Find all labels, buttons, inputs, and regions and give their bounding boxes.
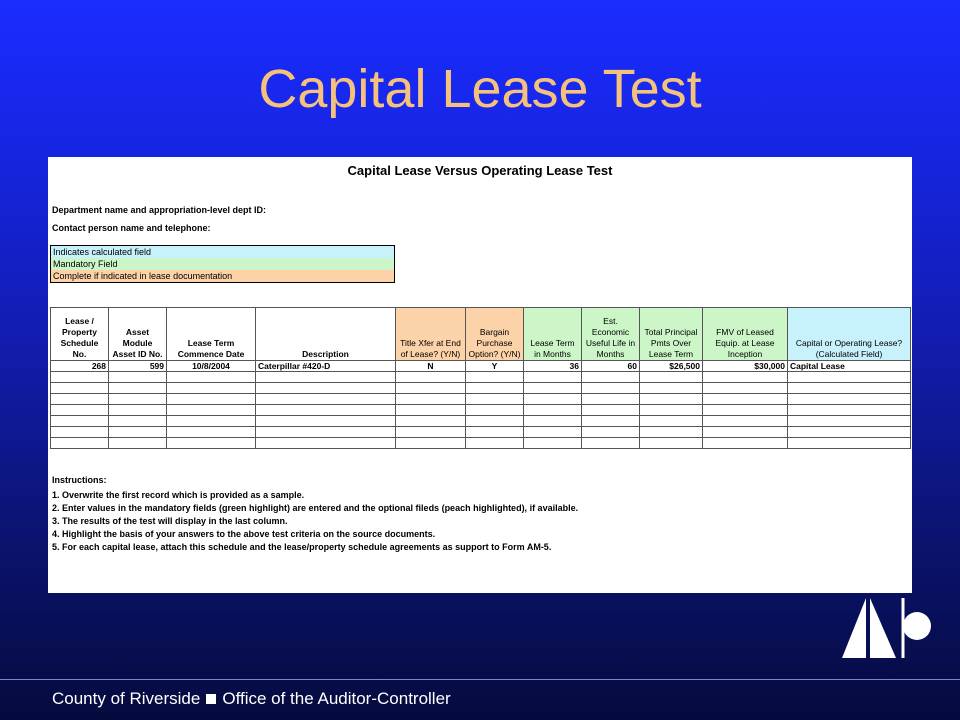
table-cell bbox=[640, 372, 703, 383]
table-cell bbox=[256, 405, 396, 416]
slide-title: Capital Lease Test bbox=[258, 59, 702, 119]
table-cell bbox=[396, 383, 466, 394]
table-cell: 268 bbox=[51, 361, 109, 372]
table-row bbox=[51, 416, 911, 427]
col-header: Capital or Operating Lease? (Calculated Field) bbox=[788, 308, 911, 361]
col-header: Description bbox=[256, 308, 396, 361]
table-cell bbox=[582, 438, 640, 449]
table-cell bbox=[524, 416, 582, 427]
table-cell bbox=[524, 372, 582, 383]
spreadsheet-image bbox=[48, 157, 912, 593]
table-cell bbox=[703, 416, 788, 427]
table-cell bbox=[788, 405, 911, 416]
table-cell: Capital Lease bbox=[788, 361, 911, 372]
table-cell bbox=[109, 427, 167, 438]
table-cell bbox=[582, 383, 640, 394]
instruction-step: 4. Highlight the basis of your answers to the above test criteria on the source documents. bbox=[52, 529, 436, 539]
table-cell bbox=[256, 438, 396, 449]
table-cell bbox=[167, 372, 256, 383]
table-cell: $26,500 bbox=[640, 361, 703, 372]
table-row bbox=[51, 383, 911, 394]
table-cell bbox=[524, 427, 582, 438]
table-cell bbox=[51, 438, 109, 449]
table-cell bbox=[640, 383, 703, 394]
table-cell bbox=[466, 372, 524, 383]
table-cell bbox=[703, 383, 788, 394]
table-cell bbox=[396, 416, 466, 427]
table-cell bbox=[51, 416, 109, 427]
instruction-step: 2. Enter values in the mandatory fields (green highlight) are entered and the optional fileds (peach highlighted), if available. bbox=[52, 503, 579, 513]
table-row bbox=[51, 394, 911, 405]
instruction-step: 3. The results of the test will display in the last column. bbox=[52, 516, 288, 526]
legend bbox=[50, 245, 395, 283]
col-header: FMV of Leased Equip. at Lease Inception bbox=[703, 308, 788, 361]
legend-mandatory: Mandatory Field bbox=[51, 258, 394, 270]
table-cell bbox=[109, 405, 167, 416]
col-header: Bargain Purchase Option? (Y/N) bbox=[466, 308, 524, 361]
table-cell bbox=[524, 405, 582, 416]
table-cell bbox=[788, 383, 911, 394]
table-cell bbox=[524, 383, 582, 394]
col-header: Lease Term in Months bbox=[524, 308, 582, 361]
sheet-title: Capital Lease Versus Operating Lease Test bbox=[347, 163, 613, 178]
table-cell bbox=[788, 372, 911, 383]
table-cell bbox=[703, 372, 788, 383]
table-row bbox=[51, 427, 911, 438]
footer-divider bbox=[0, 679, 960, 680]
table-cell: 36 bbox=[524, 361, 582, 372]
table-cell bbox=[582, 394, 640, 405]
table-cell bbox=[788, 438, 911, 449]
table-cell bbox=[703, 427, 788, 438]
table-cell bbox=[109, 438, 167, 449]
table-cell: Y bbox=[466, 361, 524, 372]
table-cell: N bbox=[396, 361, 466, 372]
table-cell bbox=[788, 416, 911, 427]
contact-label: Contact person name and telephone: bbox=[52, 223, 211, 233]
table-cell bbox=[396, 372, 466, 383]
table-cell: 599 bbox=[109, 361, 167, 372]
table-cell bbox=[703, 438, 788, 449]
table-cell: 60 bbox=[582, 361, 640, 372]
table-cell bbox=[640, 405, 703, 416]
footer bbox=[52, 689, 451, 709]
table-cell bbox=[167, 394, 256, 405]
table-cell bbox=[396, 438, 466, 449]
table-cell bbox=[788, 394, 911, 405]
table-cell bbox=[466, 438, 524, 449]
table-cell bbox=[256, 383, 396, 394]
col-header: Total Principal Pmts Over Lease Term bbox=[640, 308, 703, 361]
table-cell bbox=[640, 416, 703, 427]
table-cell bbox=[582, 405, 640, 416]
table-cell bbox=[466, 383, 524, 394]
lease-table bbox=[50, 307, 911, 449]
table-cell bbox=[256, 372, 396, 383]
table-cell bbox=[466, 394, 524, 405]
table-row bbox=[51, 438, 911, 449]
table-cell bbox=[51, 372, 109, 383]
instructions-heading: Instructions: bbox=[52, 475, 107, 485]
table-cell bbox=[466, 427, 524, 438]
table-cell: Caterpillar #420-D bbox=[256, 361, 396, 372]
table-cell bbox=[109, 394, 167, 405]
table-cell bbox=[167, 383, 256, 394]
table-cell bbox=[703, 394, 788, 405]
auditor-controller-logo bbox=[840, 596, 932, 660]
table-cell bbox=[167, 427, 256, 438]
table-cell bbox=[640, 427, 703, 438]
table-cell bbox=[524, 394, 582, 405]
instruction-step: 5. For each capital lease, attach this schedule and the lease/property schedule agreements as support to Form AM-5. bbox=[52, 542, 552, 552]
table-cell bbox=[640, 394, 703, 405]
table-cell bbox=[256, 427, 396, 438]
table-cell bbox=[51, 427, 109, 438]
table-cell bbox=[109, 416, 167, 427]
table-row bbox=[51, 372, 911, 383]
table-row bbox=[51, 361, 911, 372]
table-cell bbox=[524, 438, 582, 449]
table-cell bbox=[582, 372, 640, 383]
table-cell bbox=[466, 405, 524, 416]
table-cell bbox=[703, 405, 788, 416]
table-cell bbox=[640, 438, 703, 449]
table-cell bbox=[396, 405, 466, 416]
square-bullet-icon bbox=[206, 694, 216, 704]
table-cell bbox=[51, 394, 109, 405]
table-cell bbox=[256, 394, 396, 405]
department-label: Department name and appropriation-level dept ID: bbox=[52, 205, 267, 215]
table-cell bbox=[582, 427, 640, 438]
table-cell: 10/8/2004 bbox=[167, 361, 256, 372]
table-cell bbox=[51, 383, 109, 394]
table-cell bbox=[51, 405, 109, 416]
table-cell bbox=[109, 372, 167, 383]
legend-calculated: Indicates calculated field bbox=[51, 246, 394, 258]
table-cell bbox=[256, 416, 396, 427]
table-cell bbox=[167, 416, 256, 427]
col-header: Est. Economic Useful Life in Months bbox=[582, 308, 640, 361]
table-cell: $30,000 bbox=[703, 361, 788, 372]
col-header: Lease / Property Schedule No. bbox=[51, 308, 109, 361]
table-cell bbox=[466, 416, 524, 427]
table-cell bbox=[396, 427, 466, 438]
table-row bbox=[51, 405, 911, 416]
col-header: Lease Term Commence Date bbox=[167, 308, 256, 361]
table-cell bbox=[396, 394, 466, 405]
table-header-row bbox=[51, 308, 911, 361]
table-cell bbox=[788, 427, 911, 438]
table-cell bbox=[167, 438, 256, 449]
instructions bbox=[52, 475, 578, 554]
instruction-step: 1. Overwrite the first record which is provided as a sample. bbox=[52, 490, 305, 500]
table-cell bbox=[167, 405, 256, 416]
col-header: Title Xfer at End of Lease? (Y/N) bbox=[396, 308, 466, 361]
table-cell bbox=[582, 416, 640, 427]
table-cell bbox=[109, 383, 167, 394]
col-header: Asset Module Asset ID No. bbox=[109, 308, 167, 361]
legend-optional: Complete if indicated in lease documentation bbox=[51, 270, 394, 282]
footer-office: Office of the Auditor-Controller bbox=[222, 689, 451, 708]
footer-county: County of Riverside bbox=[52, 689, 201, 708]
